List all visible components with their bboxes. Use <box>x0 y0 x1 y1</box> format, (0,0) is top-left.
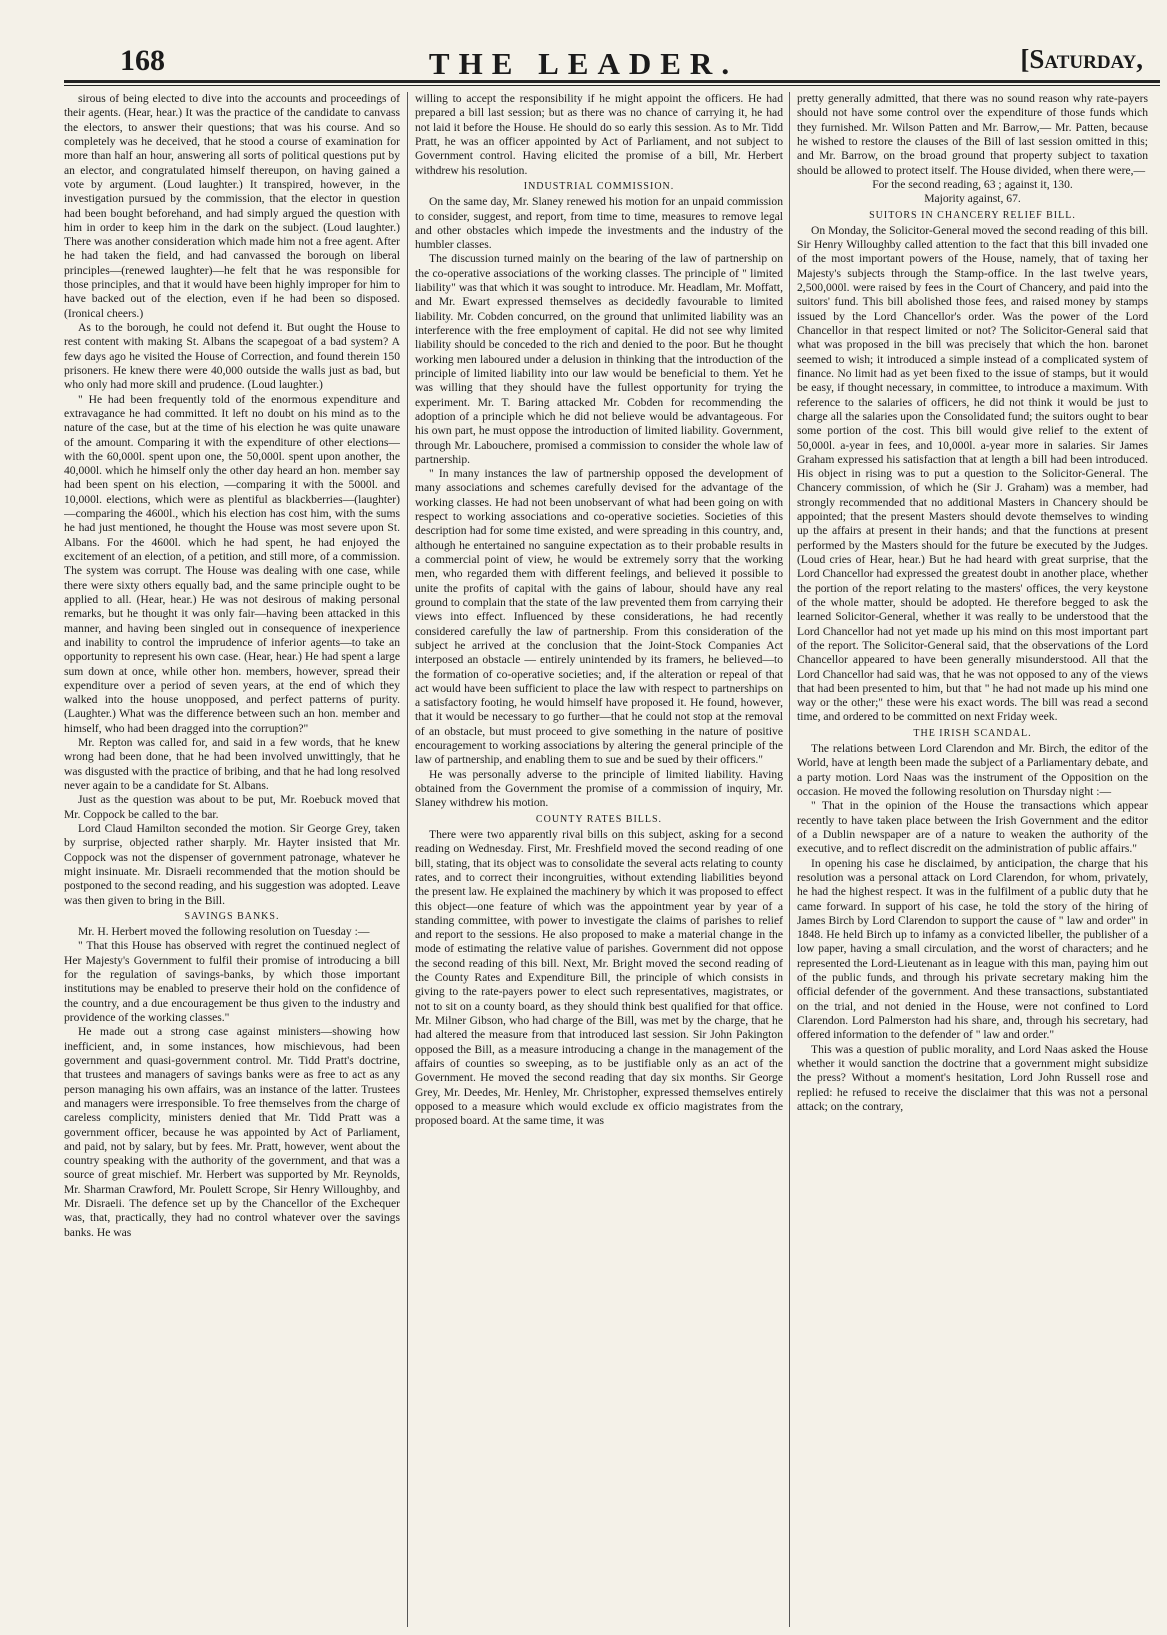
paragraph: This was a question of public morality, and Lord Naas asked the House whether it would sanction the doctrine that a government might subsidize the press? Without a moment's hesitation, Lord John Russell rose and replied: he refused to receive the disclaimer that this was not a personal attack; on the contrary, <box>797 1042 1148 1113</box>
column-divider-1 <box>407 92 408 1627</box>
newspaper-title: THE LEADER. <box>428 46 739 81</box>
section-heading-savings-banks: SAVINGS BANKS. <box>184 910 280 922</box>
paragraph: He was personally adverse to the principle of limited liability. Having obtained from the Government the promise of a commission of inquiry, Mr. Slaney withdrew his motion. <box>415 767 783 810</box>
dateline: [Saturday, <box>1020 44 1143 74</box>
section-heading-industrial-commission: INDUSTRIAL COMMISSION. <box>523 180 675 192</box>
paragraph: The discussion turned mainly on the bearing of the law of partnership on the co-operative associations of the working classes. The principle of " limited liability" was that which it was sought to introduce. Mr. Headlam, Mr. Moffatt, and Mr. Ewart expressed themselves as decidedly favourable to limited liability. Mr. Cobden concurred, on the ground that unlimited liability was an interference with the free employment of capital. He did not see why limited liability should be conceded to the rich and denied to the poor. But he thought working men laboured under a delusion in thinking that the introduction of the principle of limited liability into our law would be beneficial to them. Yet he was willing that they should have the fullest opportunity for trying the experiment. Mr. T. Baring attacked Mr. Cobden for recommending the adoption of a principle which he did not believe would be advantageous. For his own part, he must oppose the introduction of limited liability. Government, through Mr. Labouchere, promised a commission to consider the whole law of partnership. <box>415 252 783 466</box>
paragraph: On the same day, Mr. Slaney renewed his motion for an unpaid commission to consider, suggest, and report, from time to time, measures to remove legal and other obstacles which impede the investments and the industry of the humbler classes. <box>415 195 783 252</box>
paragraph: Just as the question was about to be put, Mr. Roebuck moved that Mr. Coppock be called to the bar. <box>64 793 400 821</box>
paragraph: He made out a strong case against ministers—showing how inefficient, and, in some instances, how mischievous, had been government and quasi-government control. Mr. Tidd Pratt's doctrine, that trustees and managers of savings banks were as free to act as any person managing his own affairs, was an instance of the latter. Trustees and managers were irresponsible. To free themselves from the charge of careless complicity, ministers denied that Mr. Tidd Pratt was a government officer, because he was appointed by Act of Parliament, and paid, not by salary, but by fees. Mr. Pratt, however, went about the country speaking with the authority of the government, and that was a source of great mischief. Mr. Herbert was supported by Mr. Reynolds, Mr. Sharman Crawford, Mr. Poulett Scrope, Sir Henry Willoughby, and Mr. Disraeli. The defence set up by the Chancellor of the Exchequer was, that, practically, they had no control whatever over the savings banks. He was <box>64 1025 400 1239</box>
header-rule-thick <box>64 80 1160 83</box>
division-majority: Majority against, 67. <box>924 192 1021 206</box>
section-heading-county-rates-bills: COUNTY RATES BILLS. <box>535 813 663 825</box>
paragraph: There were two apparently rival bills on this subject, asking for a second reading on Wednesday. First, Mr. Freshfield moved the second reading of one bill, stating, that its object was to consolidate the several acts relating to county rates, and to correct their incongruities, without extending liabilities beyond the present law. He explained the machinery by which it was proposed to effect this object—one feature of which was the appointment year by year of a standing committee, with power to investigate the claims of parishes to relief and report to the sessions. He also proposed to make a material change in the mode of estimating the relative value of parishes. Government did not oppose the second reading of this bill. Next, Mr. Bright moved the second reading of the County Rates and Expenditure Bill, the principle of which consists in giving to the rate-payers power to elect such representatives, magistrates, or not to sit on a county board, as they should think best qualified for that office. Mr. Milner Gibson, who had charge of the Bill, was met by the charge, that he had altered the measure from that introduced last session. Sir John Pakington opposed the Bill, as a measure introducing a change in the management of the affairs of counties so sweeping, as to be justifiable only as an act of the Government. He moved the second reading that day six months. Sir George Grey, Mr. Deedes, Mr. Henley, Mr. Christopher, expressed themselves entirely opposed to a measure which would exclude ex officio magistrates from the proposed board. At the same time, it was <box>415 827 783 1128</box>
column-divider-2 <box>789 92 790 1627</box>
paragraph: willing to accept the responsibility if he might appoint the officers. He had prepared a bill last session; but as there was no chance of carrying it, he had not laid it before the House. He should do so early this session. As to Mr. Tidd Pratt, he was an officer appointed by Act of Parliament, and not subject to Government control. Having elicited the promise of a bill, Mr. Herbert withdrew his resolution. <box>415 92 783 177</box>
page-number: 168 <box>120 44 165 77</box>
paragraph: Mr. Repton was called for, and said in a few words, that he knew wrong had been done, that he had been involved unwittingly, that he was disgusted with the practice of bribing, and that he had long resolved never again to be a candidate for St. Albans. <box>64 736 400 792</box>
paragraph: Lord Claud Hamilton seconded the motion. Sir George Grey, taken by surprise, objected rather sharply. Mr. Hayter insisted that Mr. Coppock was not the dispenser of government patronage, whatever he might insinuate. Mr. Disraeli recommended that the motion should be postponed to the second reading, and his suggestion was adopted. Leave was then given to bring in the Bill. <box>64 821 400 907</box>
column-3 <box>797 92 1148 1627</box>
quoted-paragraph: " He had been frequently told of the enormous expenditure and extravagance he had committed. It left no doubt on his mind as to the nature of the case, but at the time of his election he was quite unaware of the amount. Comparing it with the expenditure of other elections—with the 60,000l. spent upon one, the 50,000l. spent upon another, the 40,000l. which he himself only the other day heard an hon. member say had been spent on his election, —comparing it with the 5000l. and 10,000l. elections, which were as plentiful as blackberries—(laughter)—comparing the 4600l., which his election has cost him, with the sums he had just mentioned, he thought the House was most severe upon St. Albans. For the 4600l. which he had spent, he had enjoyed the excitement of an election, of a petition, and still more, of a commission. The system was corrupt. The House was dealing with one case, while there were sixty others equally bad, and the same principle ought to be applied to all. (Hear, hear.) He was not desirous of making personal remarks, but he thought it was only fair—having been attacked in this manner, and having been singled out in consequence of inexperience and inability to control the imprudence of inferior agents—to take an opportunity to represent his own case. (Hear, hear.) He had spent a large sum down at once, while other hon. members, however, spread their expenditure over a period of seven years, at the end of which they walked into the house unopposed, and perfect patterns of purity. (Laughter.) What was the difference between such an hon. member and himself, who had been dragged into the corruption?" <box>64 392 400 735</box>
column-1 <box>64 92 400 1627</box>
paragraph: pretty generally admitted, that there was no sound reason why rate-payers should not have some control over the expenditure of those funds which they furnished. Mr. Wilson Patten and Mr. Barrow,— Mr. Patten, because he wished to restore the clauses of the Bill of last session omitted in this; and Mr. Barrow, on the broad ground that property subject to taxation should be allowed to protect itself. The House divided, when there were,— <box>797 92 1148 177</box>
paragraph: On Monday, the Solicitor-General moved the second reading of this bill. Sir Henry Willoughby called attention to the fact that this bill invaded one of the most important powers of the House, namely, that of taxing her Majesty's subjects through the Stamp-office. In the last twelve years, 2,500,000l. were raised by fees in the Court of Chancery, and paid into the suitors' fund. This bill abolished those fees, and raised money by stamps issued by the Lord Chancellor's order. Was the power of the Lord Chancellor in that respect limited or not? The Solicitor-General said that what was proposed in the bill was precisely that which the hon. baronet seemed to wish; it introduced a simple instead of a complicated system of finance. No limit had as yet been fixed to the issue of stamps, but it would be easy, if thought necessary, in committee, to introduce a maximum. With reference to the salaries of officers, he did not think it would be just to charge all the salaries upon the Consolidated fund; the suitors ought to bear some portion of the cost. This bill would give relief to the extent of 50,000l. a-year in fees, and 10,000l. a-year more in salaries. Sir James Graham expressed his satisfaction that at length a bill had been introduced. His object in rising was to put a question to the Solicitor-General. The Chancery commission, of which he (Sir J. Graham) was a member, had strongly recommended that no additional Masters in Chancery should be appointed; that the present Masters should devote themselves to winding up the affairs at present in their hands; and that the functions at present performed by the Masters should for the future be executed by the Judges. (Loud cries of Hear, hear.) But he had heard with great surprise, that the Lord Chancellor had expressed the greatest doubt in another place, whether the portion of the report relating to the masters' offices, the very keystone of the whole matter, should be adopted. He therefore begged to ask the learned Solicitor-General, whether it was really to be understood that the Lord Chancellor had not yet made up his mind on this most important part of the report. The Solicitor-General said, that the observations of the Lord Chancellor appeared to have been generally misunderstood. All that the Lord Chancellor had said was, that he was not opposed to any of the views that had been presented to him, but that " he had not made up his mind one way or the other;" these were his exact words. The bill was read a second time, and ordered to be committed on next Friday week. <box>797 223 1148 724</box>
column-2 <box>415 92 783 1627</box>
section-heading-suitors-in-chancery: SUITORS IN CHANCERY RELIEF BILL. <box>869 209 1076 221</box>
paragraph: sirous of being elected to dive into the accounts and proceedings of their agents. (Hear, hear.) It was the practice of the candidate to canvass the electors, to answer their questions; that was his course. And so completely was he deceived, that he stood a course of examination for more than half an hour, answering all sorts of political questions put by an elector, and congratulated himself thereupon, on having gained a vote by argument. (Loud laughter.) It transpired, however, in the investigation pursued by the commission, that the elector in question had been bought beforehand, and had simply argued the question with him in order to keep him in the dark on the subject. (Loud laughter.) There was another consideration which made him not a free agent. After he had taken the field, and had canvassed the borough on liberal principles—(renewed laughter)—he felt that he was responsible for those principles, and that it would have been highly improper for him to have backed out of the election, even if he had been so disposed. (Ironical cheers.) <box>64 92 400 320</box>
paragraph: The relations between Lord Clarendon and Mr. Birch, the editor of the World, have at length been made the subject of a Parliamentary debate, and a party motion. Lord Naas was the instrument of the Opposition on the occasion. He moved the following resolution on Thursday night :— <box>797 742 1148 798</box>
header-rule-thin <box>64 85 1160 86</box>
paragraph: As to the borough, he could not defend it. But ought the House to rest content with making St. Albans the scapegoat of a bad system? A few days ago he visited the House of Correction, and found therein 150 prisoners. He knew there were 40,000 outside the walls just as bad, but who only had more skill and prudence. (Loud laughter.) <box>64 321 400 392</box>
quoted-resolution: " That this House has observed with regret the continued neglect of Her Majesty's Government to fulfil their promise of introducing a bill for the regulation of savings-banks, by which those important institutions may be enabled to preserve their hold on the confidence of the country, and a due encouragement be thus given to the industry and providence of the working classes." <box>64 939 400 1024</box>
section-heading-irish-scandal: THE IRISH SCANDAL. <box>913 727 1032 739</box>
paragraph: Mr. H. Herbert moved the following resolution on Tuesday :— <box>78 925 370 939</box>
division-result: For the second reading, 63 ; against it, 130. <box>872 177 1073 191</box>
masthead <box>0 0 1167 88</box>
quoted-paragraph: " In many instances the law of partnership opposed the development of many associations and schemes carefully devised for the advantage of the working classes. He had not been unobservant of what had been going on with respect to working associations and co-operative societies. Societies of this description had for some time existed, and were spreading in this country, and, although he entertained no sanguine expectation as to their probable results in a commercial point of view, he would be extremely sorry that the working men, who regarded them with different feelings, and believed it possible to unite the profits of capital with the gains of labour, should have any real ground to complain that the state of the law prevented them from carrying their views into effect. Influenced by these considerations, he had recently considered carefully the law of partnership. From this consideration of the subject he arrived at the conclusion that the Joint-Stock Companies Act interposed an obstacle — entirely unintended by its framers, he believed—to the formation of co-operative societies; and, if the alteration or repeal of that act would have been sufficient to place the law with respect to partnerships on a satisfactory footing, he would himself have proposed it. He found, however, that it would be necessary to go further—that he could not stop at the removal of an obstacle, but must proceed to give something in the nature of positive encouragement to working associations by altering the general principle of the law of partnership, and enabling them to sue and be sued by their officers." <box>415 467 783 767</box>
paragraph: In opening his case he disclaimed, by anticipation, the charge that his resolution was a personal attack on Lord Clarendon, for whom, privately, he had the highest respect. It was in the fulfilment of a public duty that he came forward. In support of his case, he told the story of the hiring of James Birch by Lord Clarendon to support the cause of " law and order" in 1848. He held Birch up to infamy as a convicted libeller, the publisher of a low paper, having a small circulation, and the worst of characters; and he represented the Lord-Lieutenant as in league with this man, paying him out of the public funds, and through his private secretary making him the official defender of the government. And these transactions, substantiated on the trial, and not denied in the House, were not confined to Lord Clarendon. Lord Palmerston had his share, and, through his secretary, had offered information to the defender of " law and order." <box>797 856 1148 1042</box>
quoted-resolution: " That in the opinion of the House the transactions which appear recently to have taken place between the Irish Government and the editor of a Dublin newspaper are of a nature to weaken the authority of the executive, and to reflect discredit on the administration of public affairs." <box>797 799 1148 856</box>
